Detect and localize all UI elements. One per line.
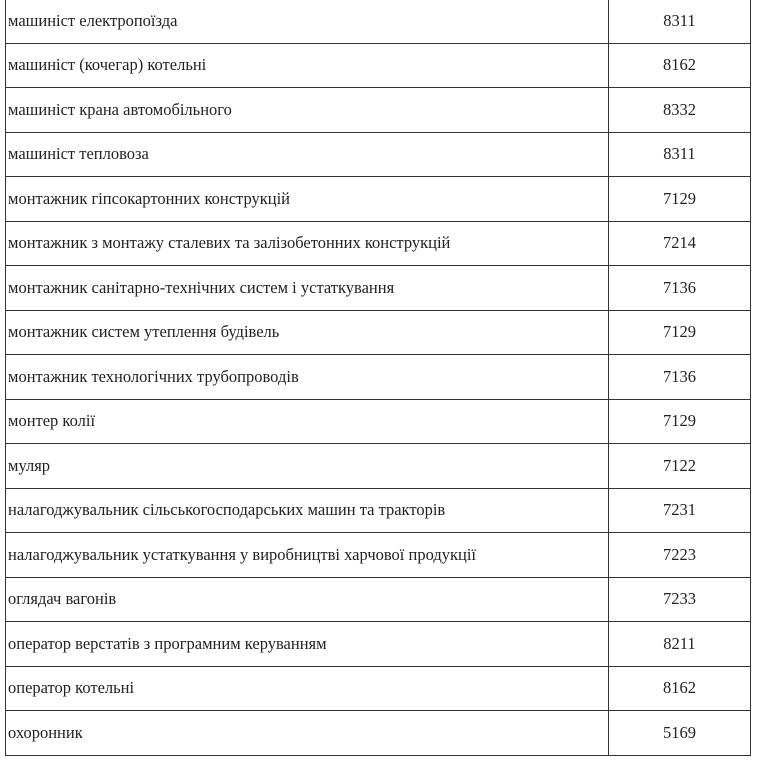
classifier-code-cell: 7129 — [609, 310, 751, 355]
table-row — [6, 355, 751, 400]
profession-name-cell: оглядач вагонів — [6, 577, 609, 622]
classifier-code-cell: 7233 — [609, 577, 751, 622]
classifier-code-cell: 7214 — [609, 221, 751, 266]
profession-name-cell: монтажник технологічних трубопроводів — [6, 355, 609, 400]
classifier-code-cell: 7136 — [609, 266, 751, 311]
classifier-code-cell: 5169 — [609, 711, 751, 756]
profession-name-cell: оператор котельні — [6, 666, 609, 711]
table-row — [6, 221, 751, 266]
classifier-code-cell: 8211 — [609, 622, 751, 667]
profession-name-cell: машиніст (кочегар) котельні — [6, 43, 609, 88]
table-row — [6, 533, 751, 578]
classifier-code-cell: 7129 — [609, 177, 751, 222]
table-row — [6, 711, 751, 756]
profession-name-cell: налагоджувальник устаткування у виробництві харчової продукції — [6, 533, 609, 578]
classifier-code-cell: 7223 — [609, 533, 751, 578]
table-row — [6, 399, 751, 444]
profession-name-cell: монтажник з монтажу сталевих та залізобетонних конструкцій — [6, 221, 609, 266]
classifier-code-cell: 7136 — [609, 355, 751, 400]
profession-name-cell: машиніст електропоїзда — [6, 0, 609, 43]
profession-name-cell: охоронник — [6, 711, 609, 756]
table-row — [6, 132, 751, 177]
table-row — [6, 0, 751, 43]
classifier-code-cell: 7231 — [609, 488, 751, 533]
classifier-code-cell: 8162 — [609, 666, 751, 711]
table-row — [6, 488, 751, 533]
table-row — [6, 266, 751, 311]
table-row — [6, 88, 751, 133]
classifier-code-cell: 8311 — [609, 132, 751, 177]
profession-name-cell: монтажник санітарно-технічних систем і устаткування — [6, 266, 609, 311]
table-row — [6, 310, 751, 355]
profession-name-cell: оператор верстатів з програмним керуванням — [6, 622, 609, 667]
profession-name-cell: монтер колії — [6, 399, 609, 444]
table-row — [6, 666, 751, 711]
table-row — [6, 444, 751, 489]
table-row — [6, 622, 751, 667]
classifier-code-cell: 7129 — [609, 399, 751, 444]
table-row — [6, 177, 751, 222]
classifier-code-cell: 8162 — [609, 43, 751, 88]
profession-name-cell: монтажник гіпсокартонних конструкцій — [6, 177, 609, 222]
profession-name-cell: муляр — [6, 444, 609, 489]
profession-name-cell: монтажник систем утеплення будівель — [6, 310, 609, 355]
table-row — [6, 43, 751, 88]
profession-name-cell: машиніст тепловоза — [6, 132, 609, 177]
profession-name-cell: налагоджувальник сільськогосподарських машин та тракторів — [6, 488, 609, 533]
profession-code-table — [5, 0, 751, 756]
classifier-code-cell: 8311 — [609, 0, 751, 43]
classifier-code-cell: 7122 — [609, 444, 751, 489]
profession-name-cell: машиніст крана автомобільного — [6, 88, 609, 133]
table-row — [6, 577, 751, 622]
classifier-code-cell: 8332 — [609, 88, 751, 133]
